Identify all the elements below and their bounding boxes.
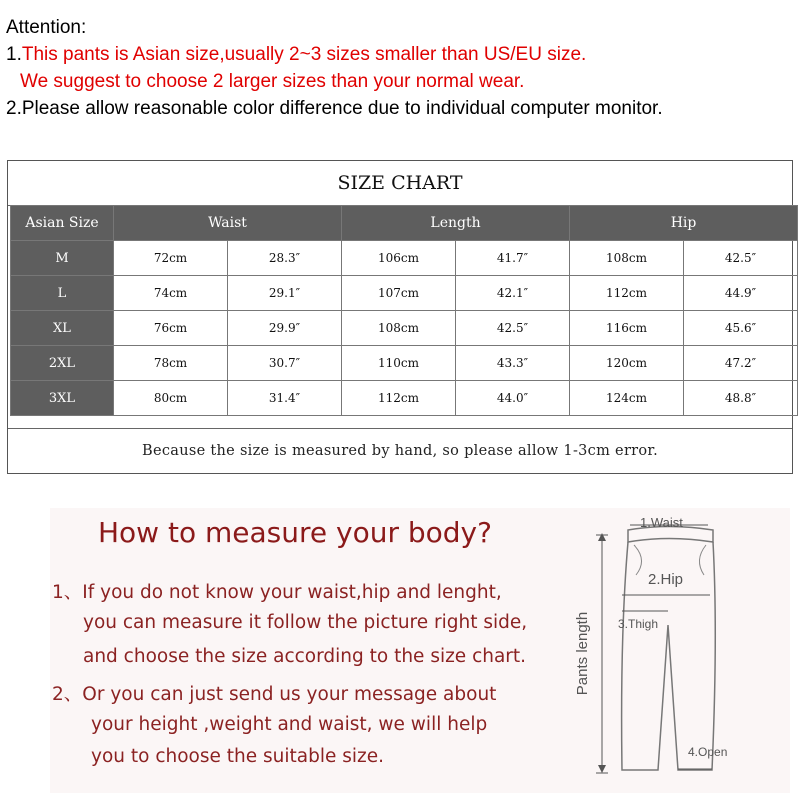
how-to-measure-title: How to measure your body? (98, 516, 492, 549)
waist-cm-cell: 80cm (114, 381, 228, 416)
step-2-line-2: your height ,weight and waist, we will help (91, 714, 488, 735)
waist-cm-cell: 76cm (114, 311, 228, 346)
length-cm-cell: 110cm (342, 346, 456, 381)
hip-in-cell: 48.8″ (684, 381, 798, 416)
header-waist: Waist (114, 206, 342, 241)
hip-in-cell: 45.6″ (684, 311, 798, 346)
attention-heading: Attention: (6, 17, 87, 38)
size-cell: M (11, 241, 114, 276)
length-cm-cell: 107cm (342, 276, 456, 311)
table-row (11, 276, 798, 311)
pants-measurement-figure (574, 515, 748, 795)
hip-cm-cell: 116cm (570, 311, 684, 346)
length-in-cell: 44.0″ (456, 381, 570, 416)
waist-in-cell: 28.3″ (228, 241, 342, 276)
hip-in-cell: 47.2″ (684, 346, 798, 381)
length-in-cell: 42.1″ (456, 276, 570, 311)
waist-in-cell: 29.1″ (228, 276, 342, 311)
size-cell: 3XL (11, 381, 114, 416)
waist-cm-cell: 78cm (114, 346, 228, 381)
hip-label: 2.Hip (648, 571, 684, 588)
length-cm-cell: 106cm (342, 241, 456, 276)
waist-cm-cell: 74cm (114, 276, 228, 311)
length-in-cell: 41.7″ (456, 241, 570, 276)
table-row (11, 311, 798, 346)
waist-cm-cell: 72cm (114, 241, 228, 276)
step-2-line-1: 2、Or you can just send us your message about (52, 684, 497, 705)
measurement-error-note: Because the size is measured by hand, so please allow 1-3cm error. (8, 428, 792, 473)
header-hip: Hip (570, 206, 798, 241)
notice-line-1 (6, 41, 796, 68)
size-chart-title: SIZE CHART (8, 161, 792, 206)
waist-in-cell: 29.9″ (228, 311, 342, 346)
hip-in-cell: 42.5″ (684, 241, 798, 276)
size-cell: L (11, 276, 114, 311)
hip-cm-cell: 124cm (570, 381, 684, 416)
length-cm-cell: 108cm (342, 311, 456, 346)
header-asian-size: Asian Size (11, 206, 114, 241)
length-in-cell: 43.3″ (456, 346, 570, 381)
hip-cm-cell: 108cm (570, 241, 684, 276)
header-length: Length (342, 206, 570, 241)
size-suggestion: We suggest to choose 2 larger sizes than your normal wear. (20, 71, 525, 92)
thigh-label: 3.Thigh (618, 617, 659, 631)
opening-label: 4.Open (688, 745, 728, 759)
size-cell: 2XL (11, 346, 114, 381)
asian-size-warning: This pants is Asian size,usually 2~3 sizes smaller than US/EU size. (21, 44, 587, 65)
table-row (11, 381, 798, 416)
size-chart-table (10, 205, 798, 416)
attention-notice (6, 14, 796, 122)
waist-label: 1.Waist (640, 515, 683, 530)
table-row (11, 241, 798, 276)
notice-line-1-prefix: 1. (6, 44, 22, 65)
color-difference-note: 2.Please allow reasonable color difference due to individual computer monitor. (6, 98, 663, 119)
step-1-line-1: 1、If you do not know your waist,hip and lenght, (52, 582, 502, 603)
step-2-line-3: you to choose the suitable size. (91, 746, 384, 767)
table-row (11, 346, 798, 381)
waist-in-cell: 31.4″ (228, 381, 342, 416)
step-1-line-3: and choose the size according to the size chart. (83, 646, 527, 667)
length-cm-cell: 112cm (342, 381, 456, 416)
hip-in-cell: 44.9″ (684, 276, 798, 311)
hip-cm-cell: 112cm (570, 276, 684, 311)
size-cell: XL (11, 311, 114, 346)
size-chart-header-row (11, 206, 798, 241)
size-chart (7, 160, 793, 474)
step-1-line-2: you can measure it follow the picture right side, (83, 612, 528, 633)
length-in-cell: 42.5″ (456, 311, 570, 346)
hip-cm-cell: 120cm (570, 346, 684, 381)
pants-length-label: Pants length (574, 611, 592, 696)
waist-in-cell: 30.7″ (228, 346, 342, 381)
